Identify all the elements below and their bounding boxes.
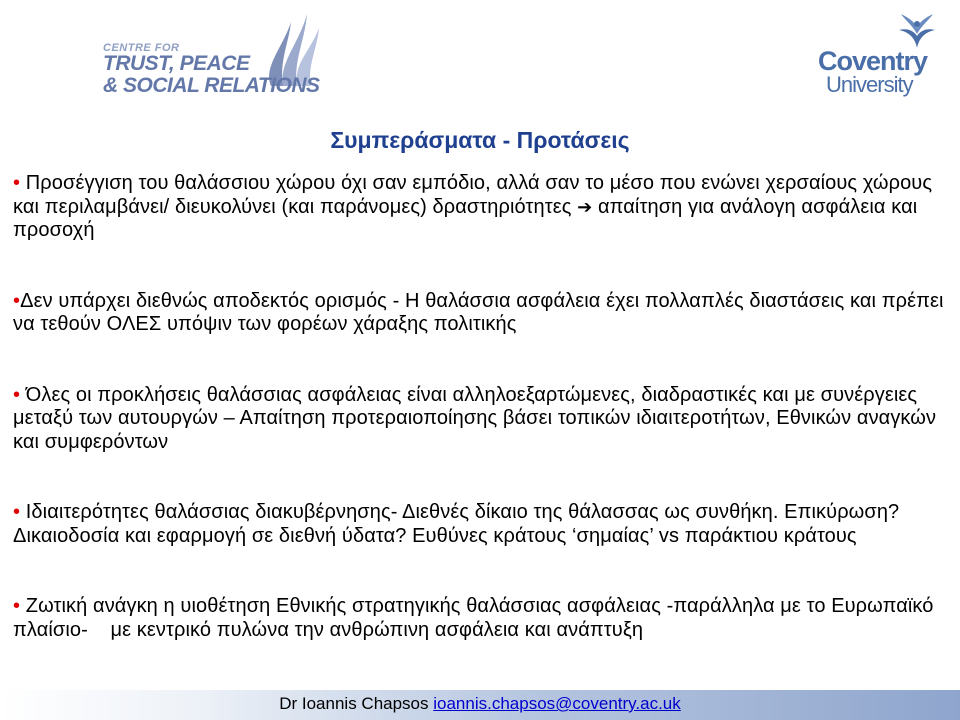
bullet-marker: • — [13, 383, 21, 406]
bullet-text: Προσέγγιση του θαλάσσιου χώρου όχι σαν εμπόδιο, αλλά σαν το μέσο που ενώνει χερσαίους χώρους και περιλαμβάνει/ διευκολύνει (και παράνομες) δραστηριότητες — [13, 172, 933, 218]
footer-credit — [0, 694, 960, 714]
bullet-marker: • — [13, 595, 21, 617]
bullet-marker: • — [13, 501, 21, 523]
bullet-item-5 — [13, 595, 953, 642]
bullet-item-3 — [13, 384, 953, 455]
logo-text-centre-for: CENTRE FOR — [103, 42, 180, 54]
bullet-text: Ζωτική ανάγκη η υιοθέτηση Εθνικής στρατηγικής θαλάσσιας ασφάλειας -παράλληλα με το Ευρωπαϊκό πλαίσιο- με κεντρικό πυλώνα την ανθρώπινη ασφάλεια και ανάπτυξη — [13, 595, 940, 641]
phoenix-icon — [895, 10, 939, 50]
footer-author: Dr Ioannis Chapsos — [279, 694, 434, 713]
bullet-text: Ιδιαιτερότητες θαλάσσιας διακυβέρνησης- Διεθνές δίκαιο της θάλασσας ως συνθήκη. Επικύρωση? Δικαιοδοσία και εφαρμογή σε διεθνή ύδατα? Ευθύνες κράτους ‘σημαίας’ vs παράκτιου κράτους — [13, 501, 900, 547]
trust-peace-logo — [103, 12, 323, 97]
bullet-text: Όλες οι προκλήσεις θαλάσσιας ασφάλειας είναι αλληλοεξαρτώμενες, διαδραστικές και με συνέργειες μεταξύ των αυτουργών – Απαίτηση προτεραιοποίησης βάσει τοπικών ιδιαιτεροτήτων, Εθνικών αναγκών και συμφερόντων — [13, 383, 937, 453]
footer-email-link[interactable]: ioannis.chapsos@coventry.ac.uk — [433, 694, 681, 713]
header — [0, 0, 960, 110]
bullet-list — [13, 172, 953, 642]
bullet-text: Δεν υπάρχει διεθνώς αποδεκτός ορισμός - Η θαλάσσια ασφάλεια έχει πολλαπλές διαστάσεις και πρέπει να τεθούν ΟΛΕΣ υπόψιν των φορέων χάραξης πολιτικής — [13, 289, 944, 335]
logo-text-trust-peace: TRUST, PEACE — [103, 52, 250, 75]
logo-text-university: University — [826, 72, 913, 97]
right-arrow-icon: ➔ — [577, 196, 593, 217]
bullet-item-2 — [13, 290, 953, 337]
bullet-item-1 — [13, 172, 953, 243]
slide-title: Συμπεράσματα - Προτάσεις — [330, 127, 630, 153]
footer-bar — [0, 690, 960, 720]
bullet-text-continued: απαίτηση για ανάλογη ασφάλεια και προσοχή — [13, 195, 918, 241]
bullet-marker: • — [13, 172, 21, 194]
logo-text-coventry: Coventry — [818, 46, 928, 76]
logo-text-social-relations: & SOCIAL RELATIONS — [103, 74, 320, 97]
bullet-item-4 — [13, 501, 953, 548]
bullet-marker: • — [13, 289, 21, 312]
coventry-university-logo — [810, 10, 940, 100]
